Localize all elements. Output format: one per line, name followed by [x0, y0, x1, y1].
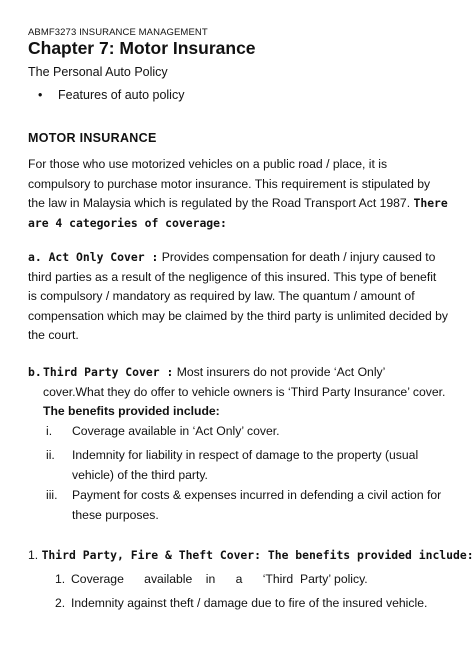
intro-bold-text: There are 4 categories of coverage:: [28, 196, 448, 230]
bullet-text: Features of auto policy: [58, 88, 185, 102]
third-party-letter: b.: [28, 365, 42, 379]
intro-paragraph: [28, 155, 448, 233]
list-item: [28, 486, 458, 525]
third-party-bold-text: The benefits provided include:: [43, 404, 220, 418]
list-item-text: Indemnity for liability in respect of damage to the property (usual vehicle) of the third party.: [72, 448, 419, 482]
third-party-label: Third Party Cover :: [43, 365, 174, 379]
list-item-number: 1.: [55, 572, 66, 586]
list-item-text: Indemnity against theft / damage due to fire of the insured vehicle.: [71, 596, 428, 610]
fire-theft-number: 1.: [28, 548, 39, 562]
list-item-text: Coverage available in a ‘Third Party’ policy.: [71, 572, 368, 586]
third-party-text: Most insurers do not provide ‘Act Only’ cover.What they do offer to vehicle owners is ‘Third Party Insurance’ cover.: [43, 365, 446, 399]
motor-insurance-heading: MOTOR INSURANCE: [28, 131, 157, 145]
act-only-text: Provides compensation for death / injury caused to third parties as a result of the negligence of this insured. This type of benefit is compulsory / mandatory as required by law. The quantum / amount of compensation which may be claimed by the third party is unlimited decided by the court.: [28, 250, 449, 342]
course-code: ABMF3273 INSURANCE MANAGEMENT: [28, 27, 208, 38]
list-item-number: ii.: [46, 448, 55, 462]
list-item-number: 2.: [55, 596, 66, 610]
section-subtitle: The Personal Auto Policy: [28, 65, 168, 79]
act-only-label: a. Act Only Cover :: [28, 250, 159, 264]
intro-text: For those who use motorized vehicles on a public road / place, it is compulsory to purchase motor insurance. This requirement is stipulated by the law in Malaysia which is regulated by the Road Transport Act 1987.: [28, 157, 431, 210]
list-item: [28, 596, 458, 610]
fire-theft-heading-text: Third Party, Fire & Theft Cover: The benefits provided include:: [41, 548, 474, 562]
bullet-icon: •: [38, 88, 43, 102]
list-item: [28, 572, 458, 586]
third-party-paragraph: [28, 363, 448, 422]
list-item: [28, 446, 458, 485]
fire-theft-heading: [28, 548, 474, 562]
act-only-paragraph: [28, 248, 448, 346]
list-item-number: iii.: [46, 488, 58, 502]
chapter-title: Chapter 7: Motor Insurance: [28, 38, 256, 58]
list-item: [28, 422, 458, 442]
list-item-number: i.: [46, 424, 53, 438]
list-item-text: Payment for costs & expenses incurred in defending a civil action for these purposes.: [72, 488, 442, 522]
list-item-text: Coverage available in ‘Act Only’ cover.: [72, 424, 280, 438]
bullet-list-item: [38, 88, 184, 102]
